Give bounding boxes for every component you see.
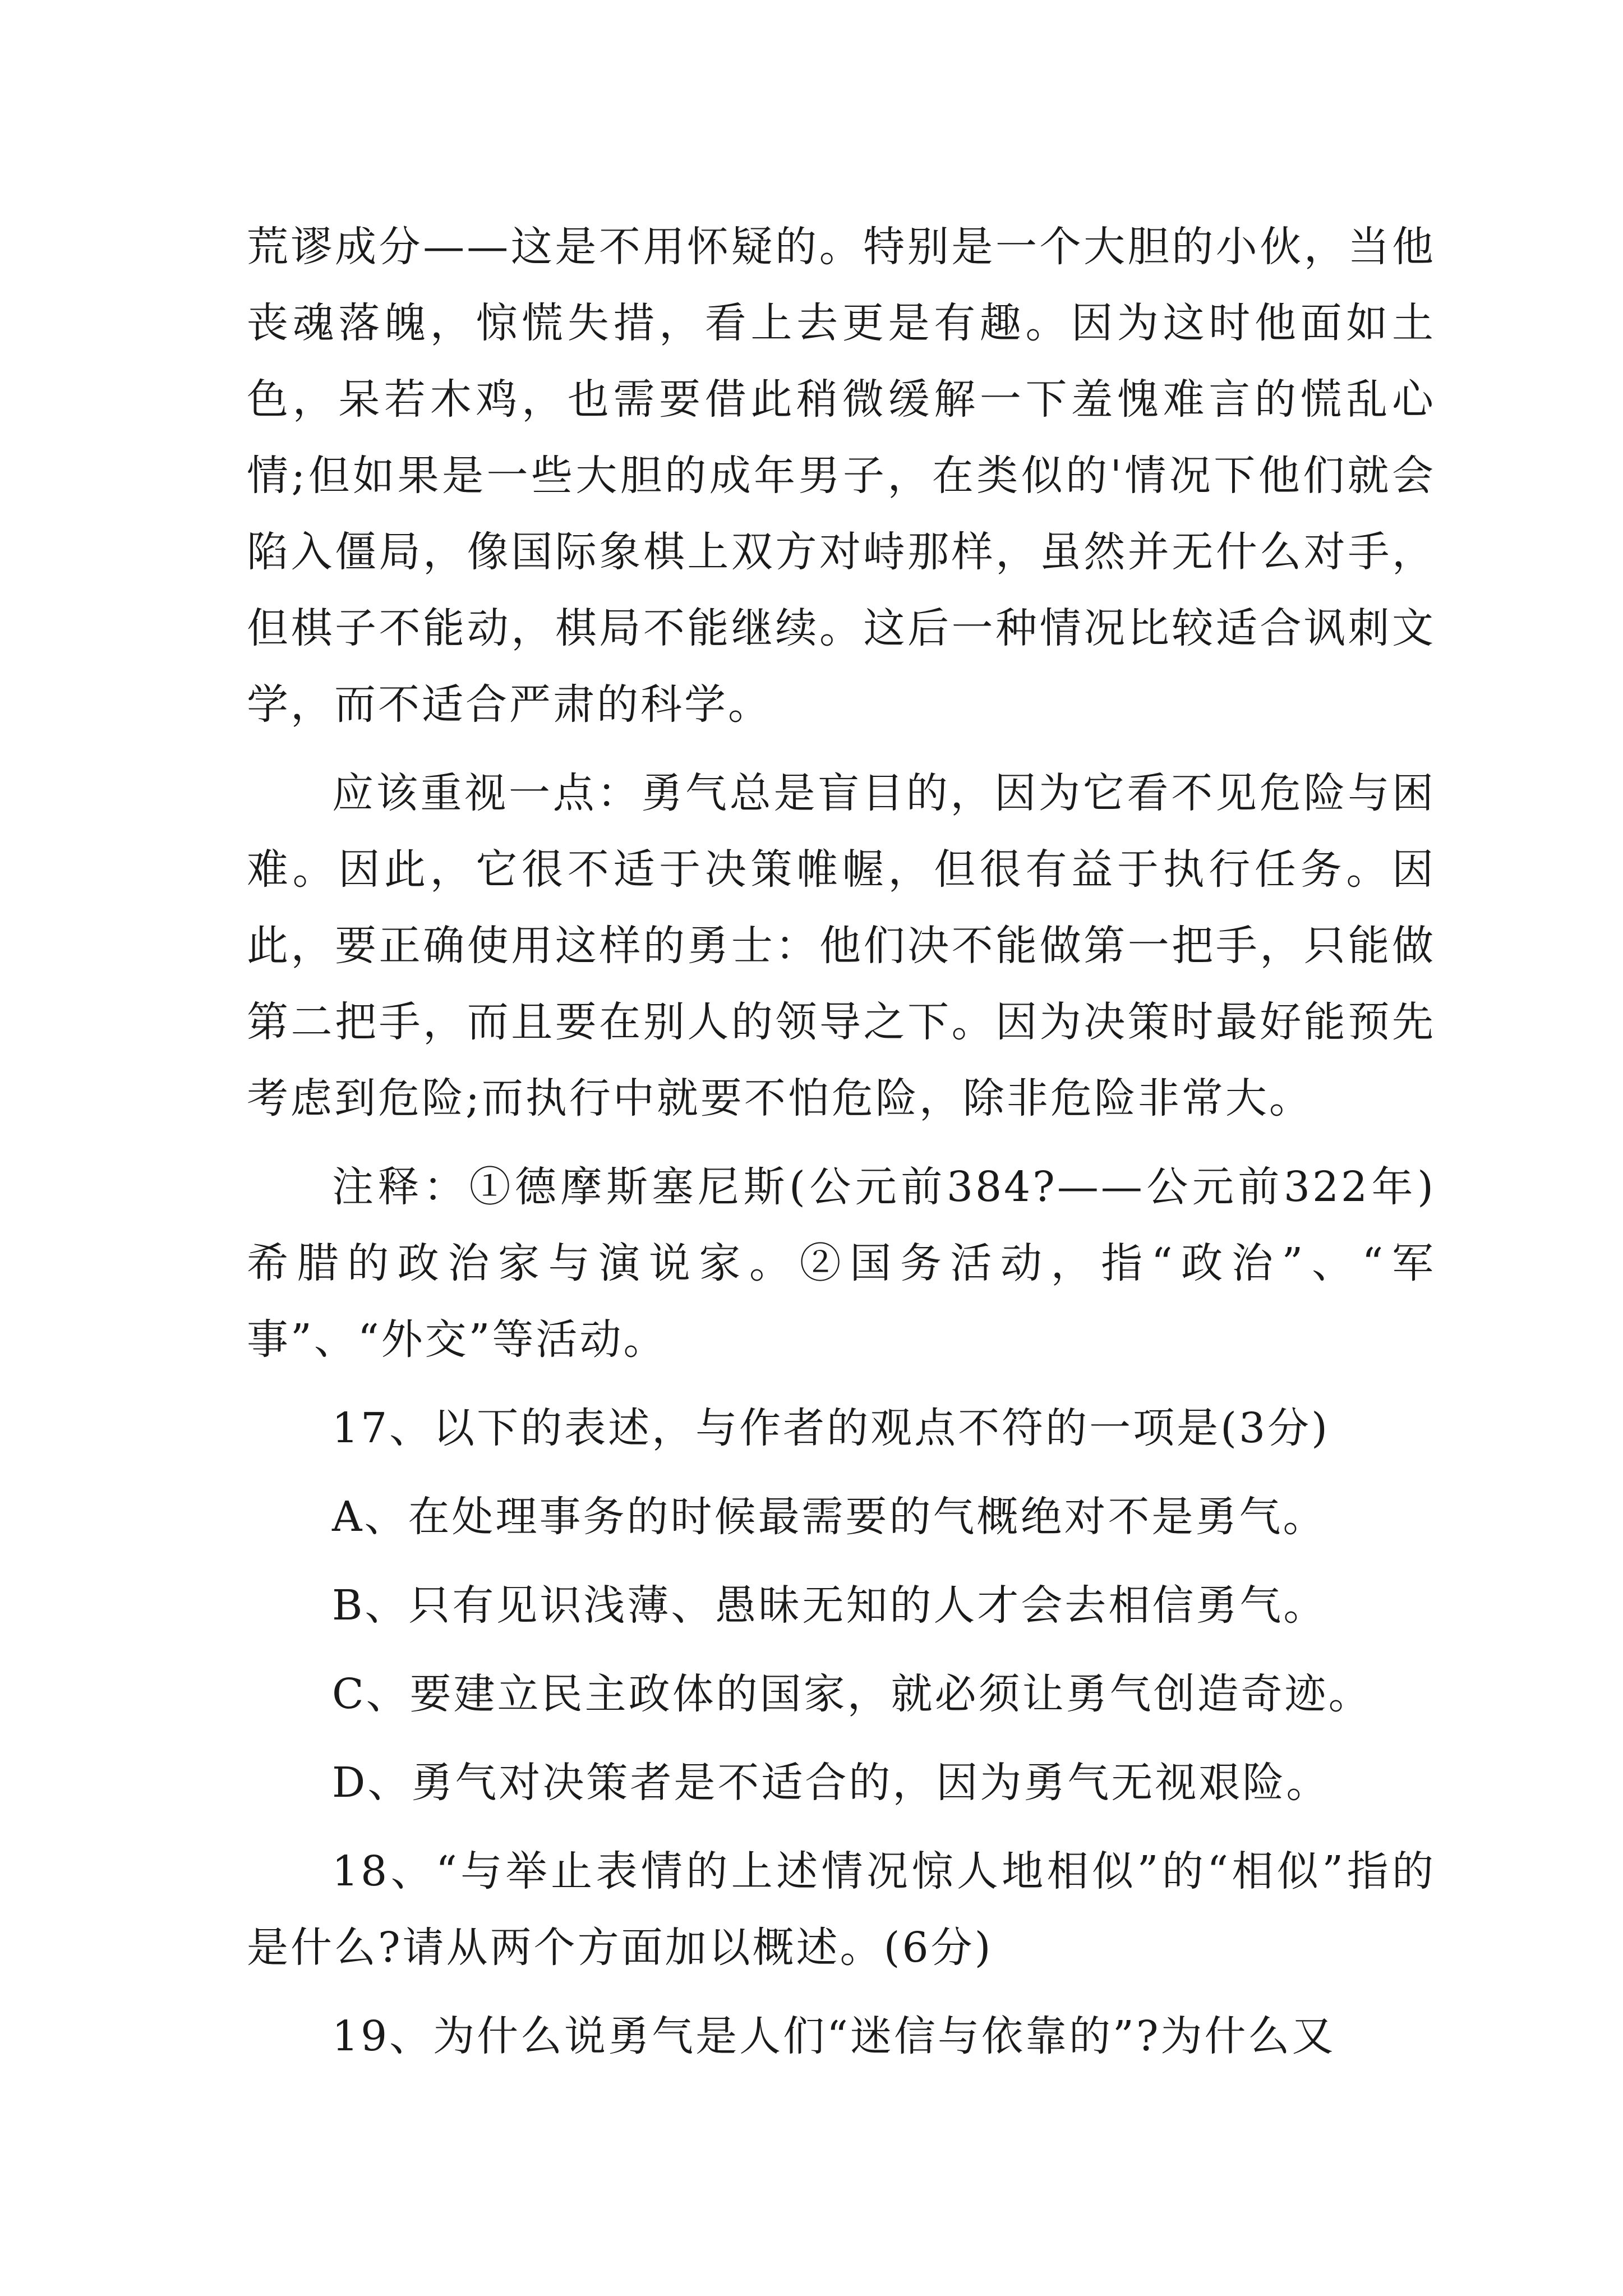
question-17-stem: 17、以下的表述，与作者的观点不符的一项是(3分) <box>332 1404 1330 1452</box>
paragraph-notes: 注释：①德摩斯塞尼斯(公元前384?——公元前322年)希腊的政治家与演说家。②国务活动，指“政治”、“军事”、“外交”等活动。 <box>247 1163 1436 1364</box>
paragraph-continuation: 荒谬成分——这是不用怀疑的。特别是一个大胆的小伙，当他丧魂落魄，惊慌失措，看上去更是有趣。因为这时他面如土色，呆若木鸡，也需要借此稍微缓解一下羞愧难言的慌乱心情;但如果是一些大胆的成年男子，在类似的'情况下他们就会陷入僵局，像国际象棋上双方对峙那样，虽然并无什么对手，但棋子不能动，棋局不能继续。这后一种情况比较适合讽刺文学，而不适合严肃的科学。 <box>247 223 1436 729</box>
question-17-option-c: C、要建立民主政体的国家，就必须让勇气创造奇迹。 <box>332 1670 1372 1718</box>
paragraph-courage-blind: 应该重视一点：勇气总是盲目的，因为它看不见危险与困难。因此，它很不适于决策帷幄，但很有益于执行任务。因此，要正确使用这样的勇士：他们决不能做第一把手，只能做第二把手，而且要在别人的领导之下。因为决策时最好能预先考虑到危险;而执行中就要不怕危险，除非危险非常大。 <box>247 769 1436 1122</box>
document-body <box>247 209 1436 2074</box>
question-17-option-d: D、勇气对决策者是不适合的，因为勇气无视艰险。 <box>332 1759 1330 1807</box>
question-17-option-a: A、在处理事务的时候最需要的气概绝对不是勇气。 <box>332 1493 1327 1541</box>
question-19: 19、为什么说勇气是人们“迷信与依靠的”?为什么又 <box>332 2012 1336 2060</box>
question-17-option-b: B、只有见识浅薄、愚昧无知的人才会去相信勇气。 <box>332 1581 1327 1630</box>
question-18: 18、“与举止表情的上述情况惊人地相似”的“相似”指的是什么?请从两个方面加以概述。(6分) <box>247 1847 1436 1972</box>
